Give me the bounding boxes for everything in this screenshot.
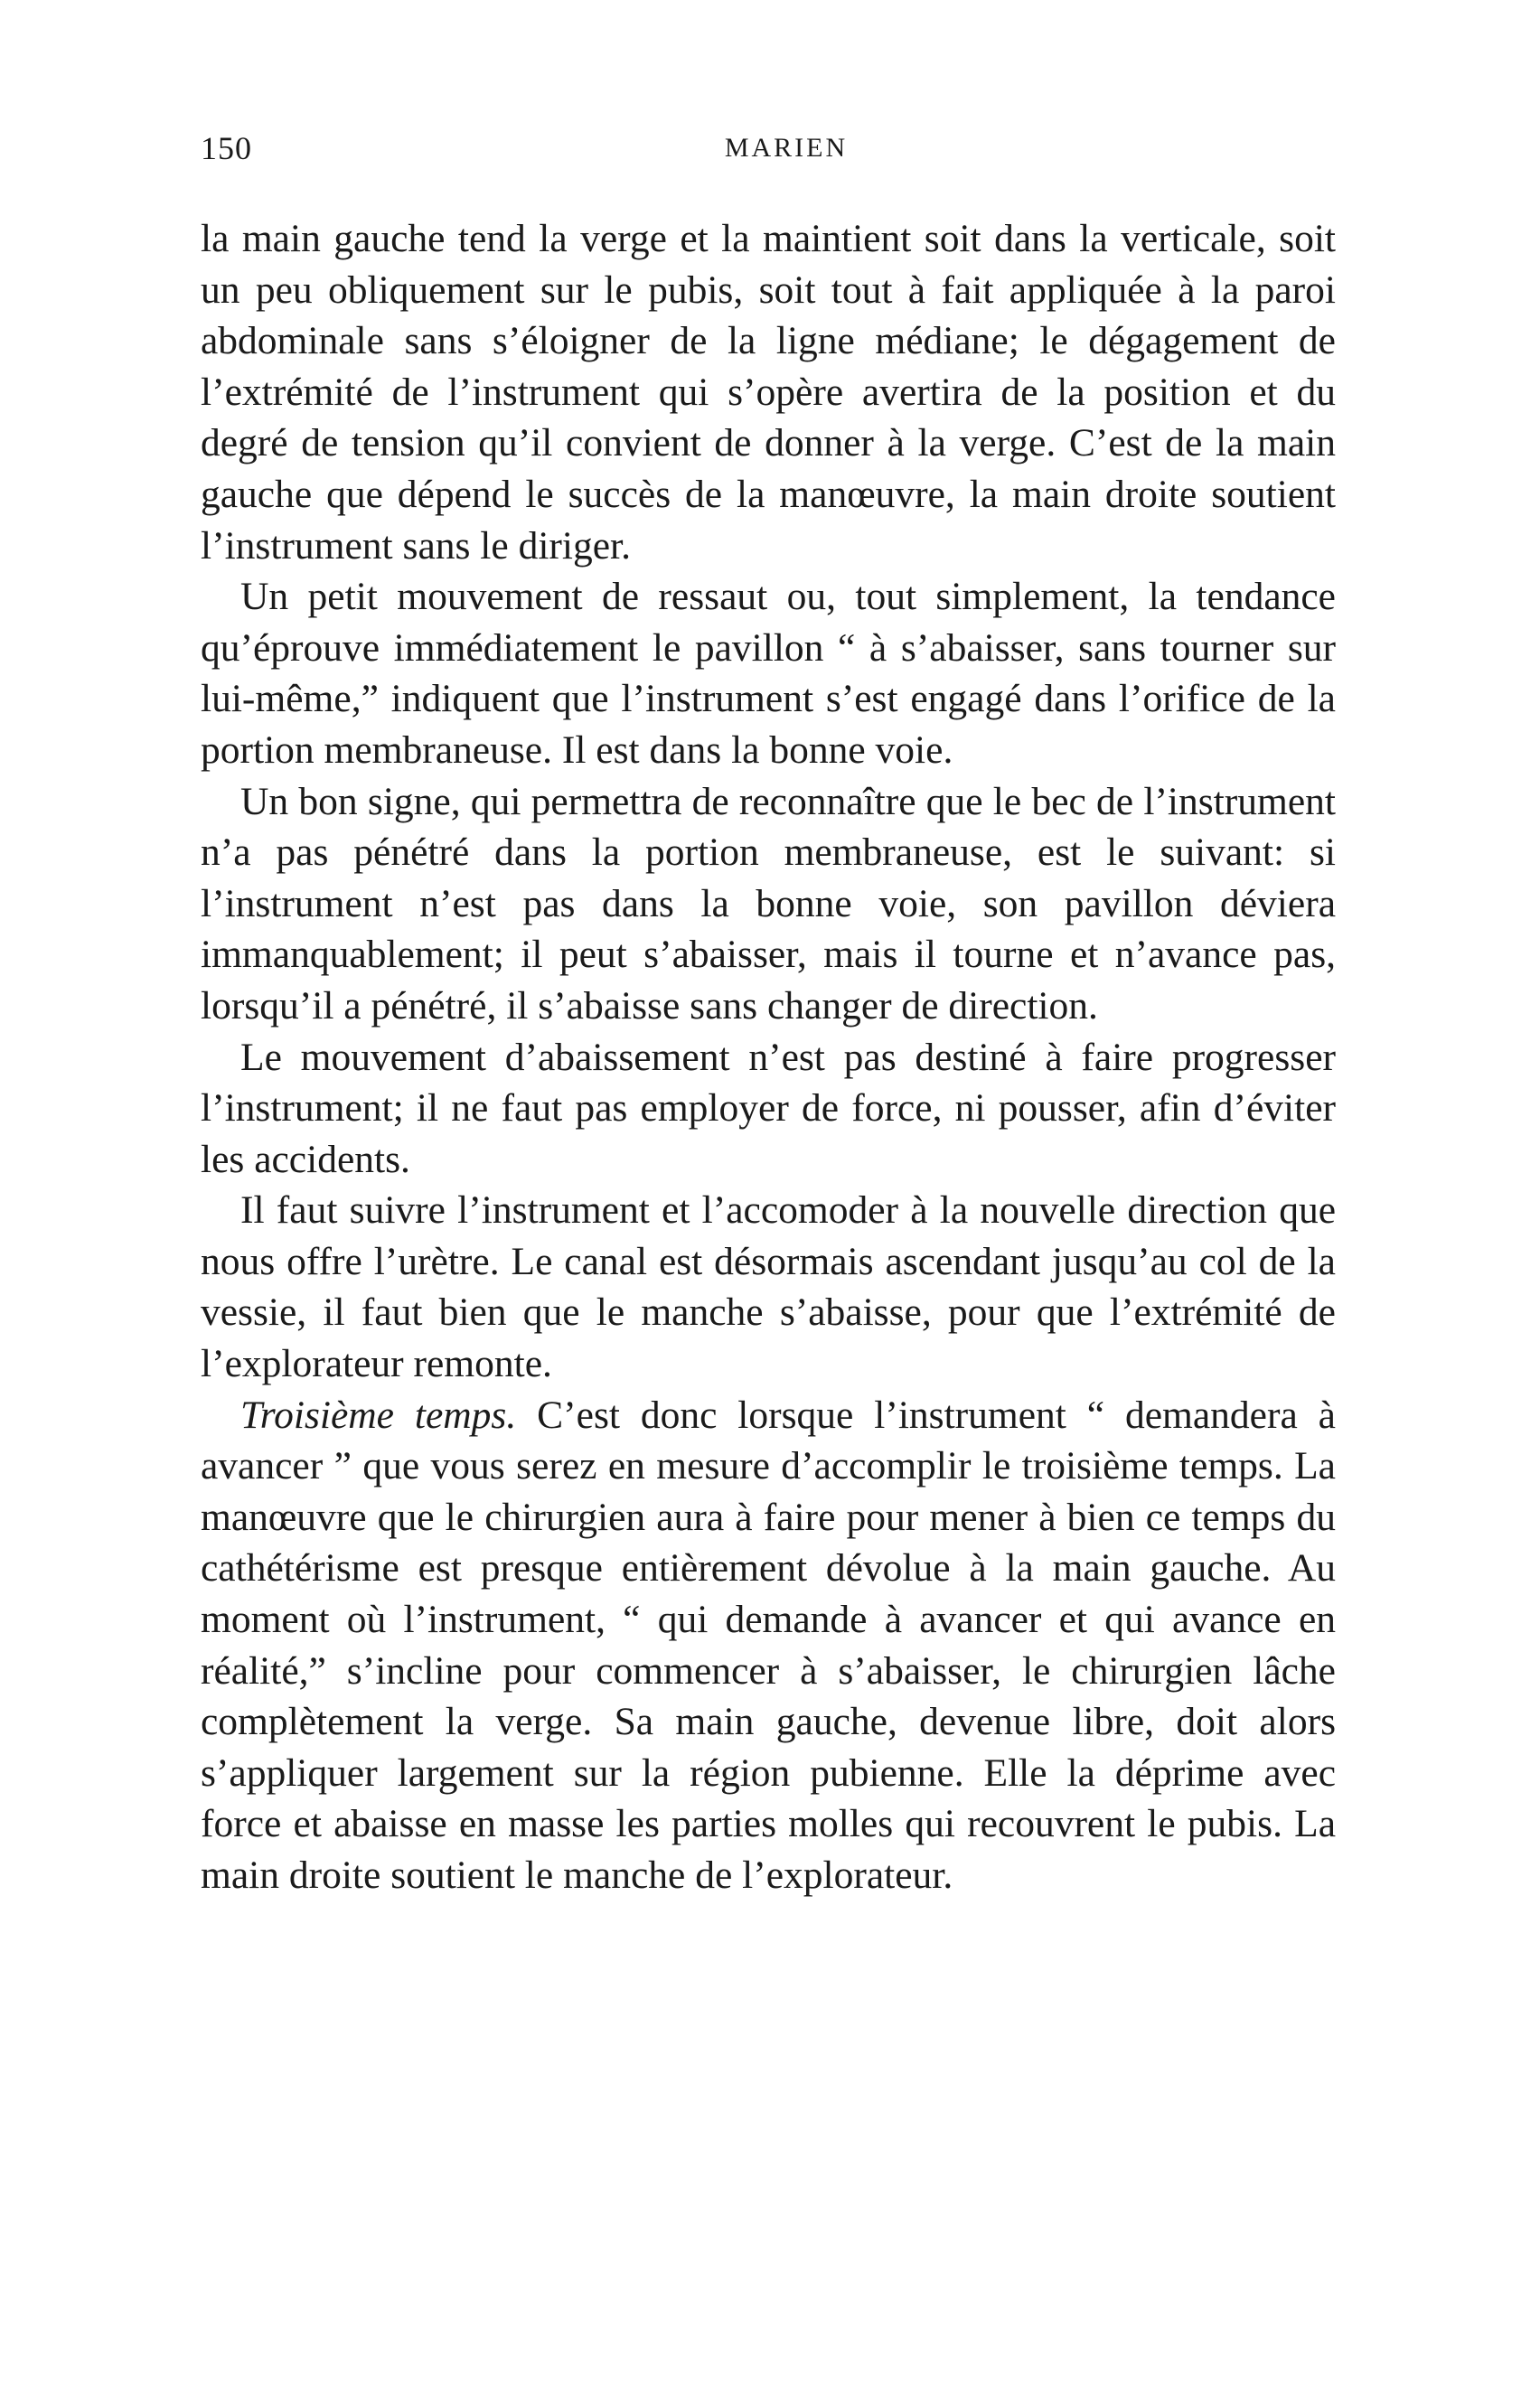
paragraph: la main gauche tend la verge et la maintient soit dans la verticale, soit un peu obliquement sur le pubis, soit tout à fait appliquée à la paroi abdominale sans s’éloigner de la ligne médiane; le dégagement de l’extrémité de l’instrument qui s’opère avertira de la position et du degré de tension qu’il convient de donner à la verge. C’est de la main gauche que dépend le succès de la manœuvre, la main droite soutient l’instrument sans le diriger. — [201, 217, 1336, 568]
paragraph — [201, 1390, 1336, 1901]
page-header — [201, 129, 1336, 174]
body-text — [201, 213, 1336, 1901]
paragraph: Il faut suivre l’instrument et l’accomoder à la nouvelle direction que nous offre l’urètre. Le canal est désormais ascendant jusqu’au col de la vessie, il faut bien que le manche s’abaisse, pour que l’extrémité de l’explorateur remonte. — [201, 1188, 1336, 1386]
paragraph: Un petit mouvement de ressaut ou, tout simplement, la tendance qu’éprouve immédiatement le pavillon “ à s’abaisser, sans tourner sur lui-même,” indiquent que l’instrument s’est engagé dans l’orifice de la portion membraneuse. Il est dans la bonne voie. — [201, 575, 1336, 772]
paragraph-text: C’est donc lorsque l’instrument “ demandera à avancer ” que vous serez en mesure d’accomplir le troisième temps. La manœuvre que le chirurgien aura à faire pour mener à bien ce temps du cathétérisme est presque entièrement dévolue à la main gauche. Au moment où l’instrument, “ qui demande à avancer et qui avance en réalité,” s’incline pour commencer à s’abaisser, le chirurgien lâche complètement la verge. Sa main gauche, devenue libre, doit alors s’appliquer largement sur la région pubienne. Elle la déprime avec force et abaisse en masse les parties molles qui recouvrent le pubis. La main droite soutient le manche de l’explorateur. — [201, 1393, 1336, 1897]
running-title: MARIEN — [724, 133, 849, 163]
paragraph: Un bon signe, qui permettra de reconnaître que le bec de l’instrument n’a pas pénétré dans la portion membraneuse, est le suivant: si l’instrument n’est pas dans la bonne voie, son pavillon déviera immanquablement; il peut s’abaisser, mais il tourne et n’avance pas, lorsqu’il a pénétré, il s’abaisse sans changer de direction. — [201, 779, 1336, 1028]
paragraph: Le mouvement d’abaissement n’est pas destiné à faire progresser l’instrument; il ne faut pas employer de force, ni pousser, afin d’éviter les accidents. — [201, 1035, 1336, 1181]
page-number: 150 — [201, 130, 252, 166]
section-heading: Troisième temps. — [240, 1393, 517, 1437]
